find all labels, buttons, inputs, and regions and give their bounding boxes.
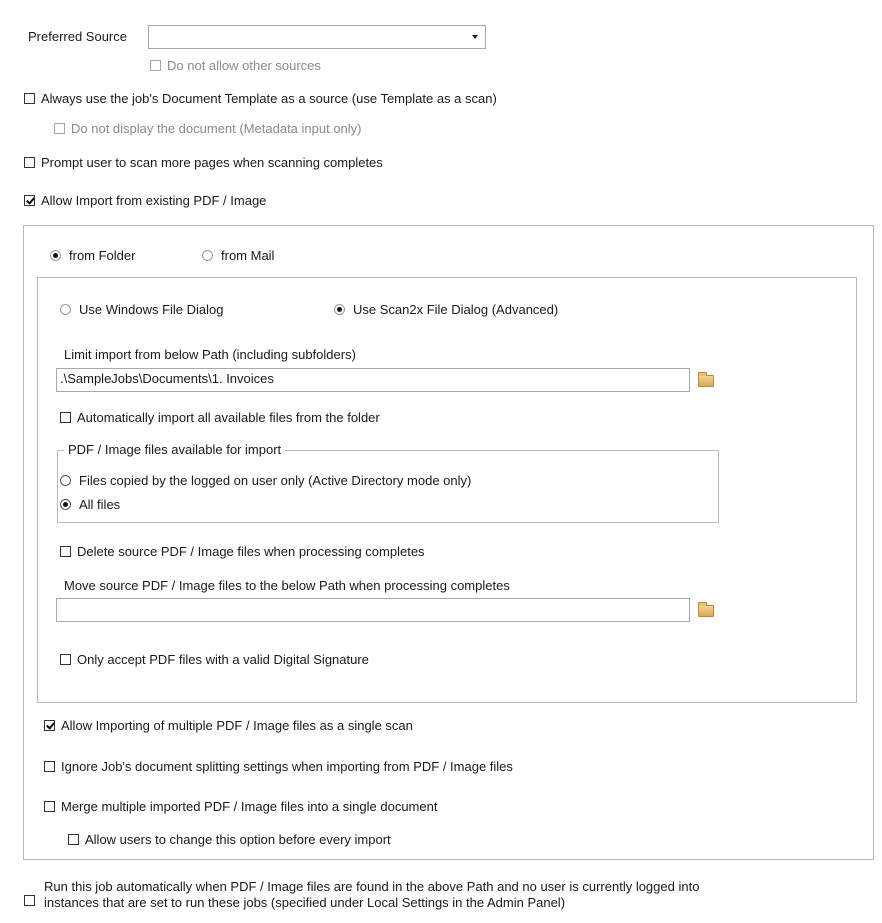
always-use-template-checkbox[interactable] [24, 91, 497, 106]
browse-move-path-button[interactable] [693, 599, 719, 623]
radio-circle[interactable] [60, 475, 71, 486]
run-automatically-line-1: Run this job automatically when PDF / Image files are found in the above Path and no user is currently logged into [44, 879, 700, 894]
all-files-radio[interactable] [60, 497, 120, 512]
checkbox-box[interactable] [60, 654, 71, 665]
radio-circle[interactable] [50, 250, 61, 261]
use-windows-dialog-radio[interactable] [60, 302, 224, 317]
files-by-user-radio[interactable] [60, 473, 471, 488]
from-mail-label: from Mail [221, 248, 275, 263]
run-automatically-line-2: instances that are set to run these jobs (specified under Local Settings in the Admin Panel) [44, 895, 566, 910]
limit-path-input[interactable]: .\SampleJobs\Documents\1. Invoices [56, 368, 690, 392]
radio-circle[interactable] [60, 499, 71, 510]
do-not-allow-other-sources-checkbox[interactable] [150, 58, 321, 73]
delete-source-checkbox[interactable] [60, 544, 425, 559]
do-not-allow-other-sources-label: Do not allow other sources [167, 58, 321, 73]
delete-source-label: Delete source PDF / Image files when processing completes [77, 544, 425, 559]
ignore-splitting-label: Ignore Job's document splitting settings when importing from PDF / Image files [61, 759, 513, 774]
preferred-source-select[interactable] [148, 25, 486, 49]
limit-path-label: Limit import from below Path (including subfolders) [64, 347, 356, 362]
checkbox-box[interactable] [24, 157, 35, 168]
folder-icon [698, 375, 714, 387]
digital-signature-checkbox[interactable] [60, 652, 369, 667]
allow-multiple-label: Allow Importing of multiple PDF / Image files as a single scan [61, 718, 413, 733]
ignore-splitting-checkbox[interactable] [44, 759, 513, 774]
use-windows-dialog-label: Use Windows File Dialog [79, 302, 224, 317]
checkbox-box[interactable] [60, 412, 71, 423]
use-scan2x-dialog-label: Use Scan2x File Dialog (Advanced) [353, 302, 559, 317]
run-automatically-label [44, 879, 699, 911]
checkbox-box[interactable] [44, 801, 55, 812]
checkbox-box[interactable] [60, 546, 71, 557]
checkbox-box[interactable] [54, 123, 65, 134]
radio-circle[interactable] [334, 304, 345, 315]
checkbox-box[interactable] [44, 761, 55, 772]
use-scan2x-dialog-radio[interactable] [334, 302, 558, 317]
always-use-template-label: Always use the job's Document Template as a source (use Template as a scan) [41, 91, 497, 106]
allow-import-label: Allow Import from existing PDF / Image [41, 193, 267, 208]
checkbox-box[interactable] [68, 834, 79, 845]
auto-import-label: Automatically import all available files from the folder [77, 410, 380, 425]
allow-import-checkbox[interactable] [24, 193, 266, 208]
allow-change-checkbox[interactable] [68, 832, 391, 847]
prompt-more-pages-checkbox[interactable] [24, 155, 383, 170]
allow-change-label: Allow users to change this option before every import [85, 832, 391, 847]
do-not-display-document-label: Do not display the document (Metadata input only) [71, 121, 362, 136]
folder-icon [698, 605, 714, 617]
checkbox-box[interactable] [150, 60, 161, 71]
checkbox-box[interactable] [24, 93, 35, 104]
checkbox-box[interactable] [44, 720, 55, 731]
radio-circle[interactable] [202, 250, 213, 261]
preferred-source-label: Preferred Source [28, 29, 127, 44]
all-files-label: All files [79, 497, 121, 512]
prompt-more-pages-label: Prompt user to scan more pages when scanning completes [41, 155, 383, 170]
browse-limit-path-button[interactable] [693, 369, 719, 393]
merge-multiple-label: Merge multiple imported PDF / Image files into a single document [61, 799, 438, 814]
allow-multiple-checkbox[interactable] [44, 718, 413, 733]
digital-signature-label: Only accept PDF files with a valid Digital Signature [77, 652, 369, 667]
from-mail-radio[interactable] [202, 248, 274, 263]
checkbox-box[interactable] [24, 195, 35, 206]
do-not-display-document-checkbox[interactable] [54, 121, 362, 136]
files-available-group-title: PDF / Image files available for import [64, 442, 285, 457]
radio-circle[interactable] [60, 304, 71, 315]
files-by-user-label: Files copied by the logged on user only (Active Directory mode only) [79, 473, 472, 488]
auto-import-checkbox[interactable] [60, 410, 380, 425]
chevron-down-icon[interactable] [472, 35, 478, 39]
merge-multiple-checkbox[interactable] [44, 799, 437, 814]
move-source-label: Move source PDF / Image files to the below Path when processing completes [64, 578, 510, 593]
from-folder-label: from Folder [69, 248, 136, 263]
run-automatically-checkbox[interactable] [24, 895, 35, 906]
from-folder-radio[interactable] [50, 248, 135, 263]
move-source-input[interactable] [56, 598, 690, 622]
